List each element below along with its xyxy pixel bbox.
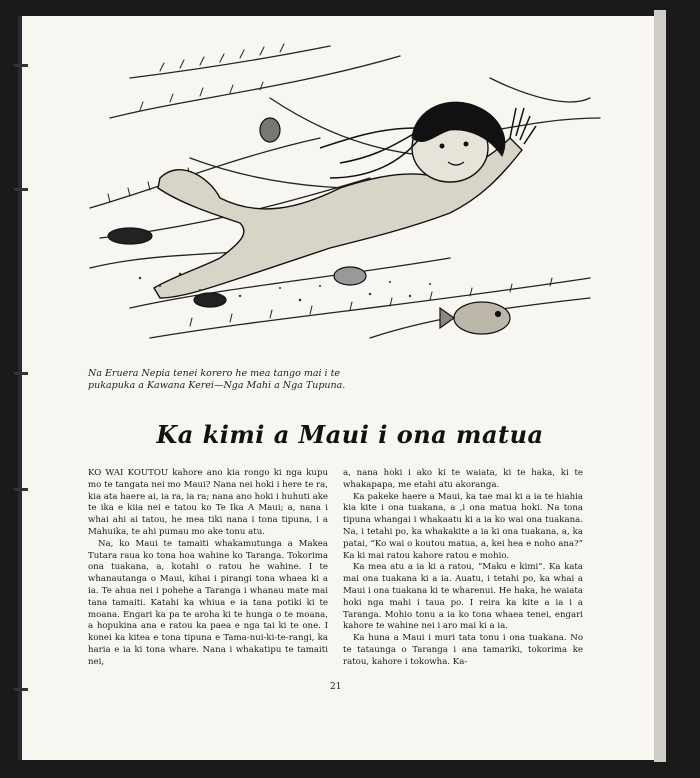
binding-staple — [14, 188, 28, 191]
book-gutter — [18, 16, 22, 760]
illustration-caption: Na Eruera Nepia tenei korero he mea tango mai i te pukapuka a Kawana Kerei—Nga Mahi a Nga Tupuna. — [88, 368, 346, 391]
page-edge — [654, 10, 666, 762]
paragraph: Ka pakeke haere a Maui, ka tae mai ki a ia te hiahia kia kite i ona tuakana, a ,i ona matua hoki. Na tona tipuna whangai i whakaatu ki a ia ko wai ona tuakana. Na, i tetahi po, ka whakakite a ia ki ona tuakana, a, ka patai, “Ko wai o koutou matua, a, kei hea e noho ana?” Ka ki mai ratou kahore ratou e mohio. — [343, 491, 583, 561]
paragraph: Ka mea atu a ia ki a ratou, “Maku e kimi”. Ka kata mai ona tuakana ki a ia. Auatu, i tetahi po, ka whai a Maui i ona tuakana ki te wharenui. He haka, he waiata hoki nga mahi i taua po. I reira ka kite a ia i a Taranga. Mohio tonu a ia ko tona whaea tenei, engari kahore te wahine nei i aro mai ki a ia. — [343, 562, 583, 632]
paragraph: Na, ko Maui te tamaiti whakamutunga a Makea Tutara raua ko tona hoa wahine ko Taranga. Tokorima ona tuakana, a, kotahi o ratou he wahine. I te whanautanga o Maui, kihai i pirangi tona whaea ki a ia. Te ahua nei i pohehe a Taranga i whanau mate mai tana tamaiti. Katahi ka whiua e ia tana potiki ki te moana. Engari ka pa te aroha ki te hunga o te moana, a hopukina ana e ratou ka paea e nga tai ki te one. I konei ka kitea e tona tipuna e Tama-nui-ki-te-rangi, ka haria e ia ki tona whare. Nana i whakatipu te tamaiti nei, — [88, 538, 328, 667]
maui-swimming-illustration — [70, 38, 610, 358]
paragraph: a, nana hoki i ako ki te waiata, ki te haka, ki te whakapapa, me etahi atu akoranga. — [343, 468, 583, 490]
paragraph: KO WAI KOUTOU kahore ano kia rongo ki nga kupu mo te tangata nei mo Maui? Nana nei hoki i here te ra, kia ata haere ai, ia ra, ia ra; nana ano hoki i huhuti ake te ika e kiia nei e tatou ko Te Ika A Maui; a, nana i whai ahi ai tatou, he mea tiki nana i tona tipuna, i a Mahuika, te ahi pumau mo ake tonu atu. — [88, 468, 328, 537]
binding-staple — [14, 488, 28, 491]
text-column-right — [343, 468, 583, 669]
text-column-left — [88, 468, 328, 669]
binding-staple — [14, 372, 28, 375]
paragraph: Ka huna a Maui i muri tata tonu i ona tuakana. No te tataunga o Taranga i ana tamariki, tokorima ke ratou, kahore i tokowha. Ka- — [343, 633, 583, 667]
binding-staple — [14, 64, 28, 67]
article-title: Ka kimi a Maui i ona matua — [156, 420, 544, 449]
binding-staple — [14, 688, 28, 691]
page-number: 21 — [330, 682, 342, 692]
